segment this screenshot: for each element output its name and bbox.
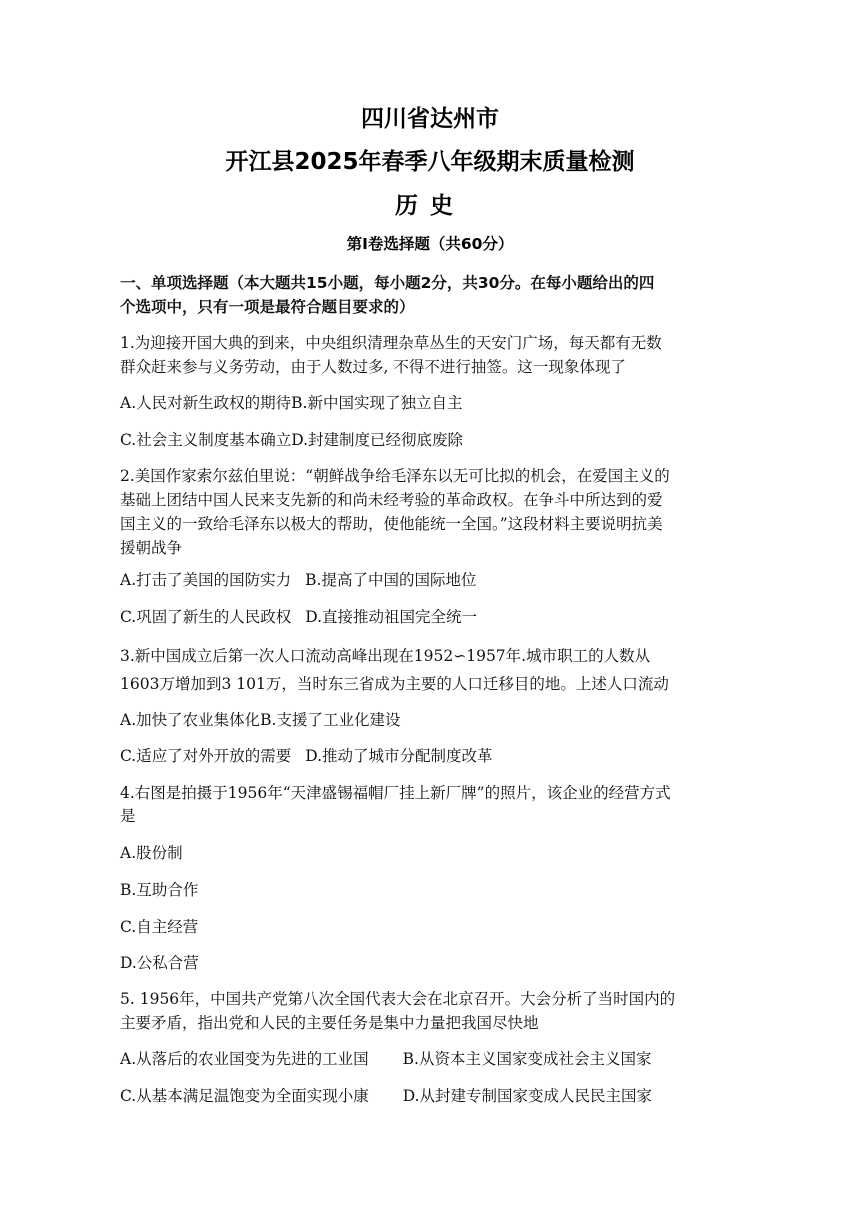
- q3-options-row-1: [120, 710, 400, 730]
- q1-options-row-1: [120, 393, 462, 413]
- q5-options-row-1: [120, 1049, 651, 1069]
- q5-option-c: C.从基本满足温饱变为全面实现小康: [120, 1087, 369, 1105]
- section-instruction-line-2: 个选项中，只有一项是最符合题目要求的）: [120, 298, 415, 316]
- q1-options-row-2: [120, 430, 463, 450]
- q5-stem-line-2: 主要矛盾，指出党和人民的主要任务是集中力量把我国尽快地: [120, 1014, 539, 1032]
- q2-stem-line-1: 2.美国作家索尔兹伯里说：“朝鲜战争给毛泽东以无可比拟的机会，在爱国主义的: [120, 467, 670, 485]
- q2-stem-line-2: 基础上团结中国人民来支先新的和尚未经考验的革命政权。在争斗中所达到的爱: [120, 491, 663, 509]
- q1-option-a: A.人民对新生政权的期待: [120, 394, 292, 412]
- q1-option-d: D.封建制度已经彻底废除: [291, 431, 464, 449]
- q2-stem-line-3: 国主义的一致给毛泽东以极大的帮助，使他能统一全国。”这段材料主要说明抗美: [120, 515, 663, 533]
- q4-stem-line-2: 是: [120, 807, 136, 825]
- section-instruction-line-1: 一、单项选择题（本大题共15小题，每小题2分，共30分。在每小题给出的四: [120, 274, 655, 292]
- q5-option-b: B.从资本主义国家变成社会主义国家: [402, 1050, 652, 1068]
- q2-option-d: D.直接推动祖国完全统一: [305, 608, 478, 626]
- q5-option-a: A.从落后的农业国变为先进的工业国: [120, 1050, 369, 1068]
- q3-option-d: D.推动了城市分配制度改革: [305, 747, 493, 765]
- q1-option-c: C.社会主义制度基本确立: [120, 431, 292, 449]
- exam-title: 开江县2025年春季八年级期末质量检测: [225, 149, 635, 175]
- q4-option-c: C.自主经营: [120, 918, 199, 936]
- q4-option-d: D.公私合营: [120, 954, 199, 972]
- q4-option-a: A.股份制: [120, 844, 183, 862]
- part-title: 第I卷选择题（共60分）: [346, 235, 514, 253]
- q3-option-a: A.加快了农业集体化: [120, 711, 261, 729]
- q3-stem-line-2: 1603万增加到3 101万，当时东三省成为主要的人口迁移目的地。上述人口流动: [120, 675, 669, 693]
- q2-stem-line-4: 援朝战争: [120, 539, 183, 557]
- q3-stem-line-1: 3.新中国成立后第一次人口流动高峰出现在1952∽1957年.城市职工的人数从: [120, 647, 651, 665]
- q2-option-b: B.提高了中国的国际地位: [305, 571, 477, 589]
- q1-stem-line-2: 群众赶来参与义务劳动，由于人数过多, 不得不进行抽签。这一现象体现了: [120, 358, 626, 376]
- q3-options-row-2: [120, 746, 493, 766]
- q1-option-b: B.新中国实现了独立自主: [291, 394, 463, 412]
- q2-option-c: C.巩固了新生的人民政权: [120, 608, 292, 626]
- q4-option-b: B.互助合作: [120, 881, 199, 899]
- q4-stem-line-1: 4.右图是拍摄于1956年“天津盛锡福帽厂挂上新厂牌”的照片，该企业的经营方式: [120, 784, 671, 802]
- q2-options-row-2: [120, 607, 477, 627]
- q5-options-row-2: [120, 1086, 652, 1106]
- q1-stem-line-1: 1.为迎接开国大典的到来，中央组织清理杂草丛生的天安门广场，每天都有无数: [120, 334, 662, 352]
- exam-region-title: 四川省达州市: [361, 106, 499, 132]
- q5-option-d: D.从封建专制国家变成人民民主国家: [402, 1087, 653, 1105]
- q3-option-b: B.支援了工业化建设: [260, 711, 401, 729]
- subject-title: 历史: [395, 193, 465, 219]
- q5-stem-line-1: 5. 1956年，中国共产党第八次全国代表大会在北京召开。大会分析了当时国内的: [120, 990, 676, 1008]
- q2-options-row-1: [120, 570, 476, 590]
- q2-option-a: A.打击了美国的国防实力: [120, 571, 292, 589]
- q3-option-c: C.适应了对外开放的需要: [120, 747, 292, 765]
